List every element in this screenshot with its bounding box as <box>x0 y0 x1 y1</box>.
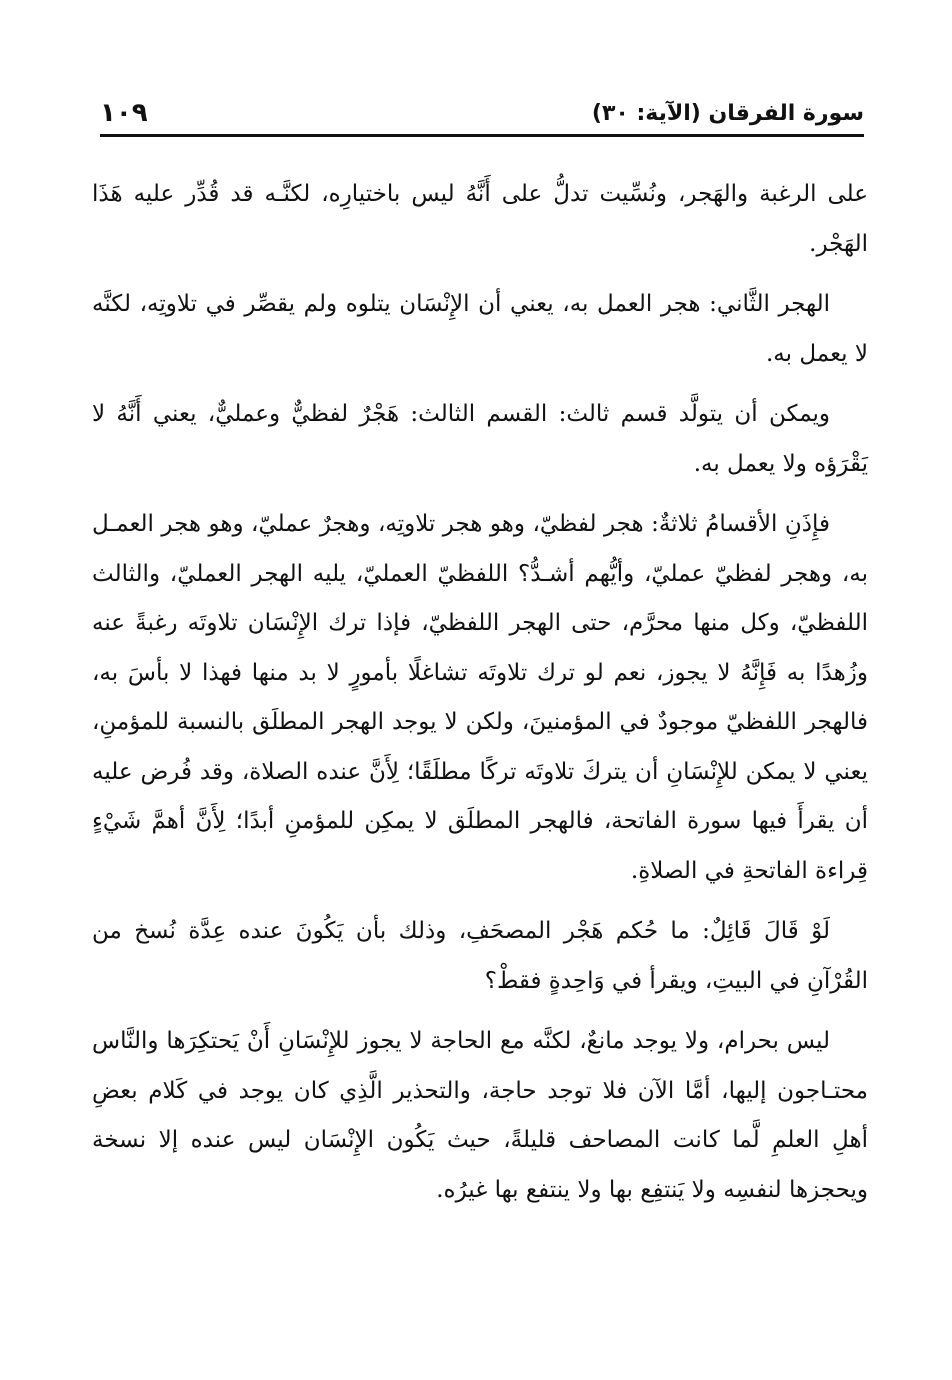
paragraph-6: ليس بحرام، ولا يوجد مانعٌ، لكنَّه مع الحاجة لا يجوز للإِنْسَانِ أَنْ يَحتكِرَها والنَّاس محتـاجون إليها، أمَّا الآن فلا توجد حاجة، والتحذير الَّذِي كان يوجد في كَلام بعضِ أهلِ العلمِ لَّما كانت المصاحف قليلةً، حيث يَكُون الإِنْسَان ليس عنده إلا نسخة ويحجزها لنفسِه ولا يَنتفِع بها ولا ينتفع بها غيرُه. <box>92 1028 868 1203</box>
paragraph-5: لَوْ قَالَ قَائِلٌ: ما حُكم هَجْر المصحَفِ، وذلك بأن يَكُونَ عنده عِدَّة نُسخ من القُرْآنِ في البيتِ، ويقرأ في وَاحِدةٍ فقطْ؟ <box>92 918 868 994</box>
running-header-title: سورة الفرقان (الآية: ٣٠) <box>591 101 864 126</box>
paragraph-2: الهجر الثَّاني: هجر العمل به، يعني أن الإِنْسَان يتلوه ولم يقصِّر في تلاوتِه، لكنَّه لا يعمل به. <box>92 291 868 367</box>
page-number: ١٠٩ <box>100 98 148 128</box>
paragraph-3: ويمكن أن يتولَّد قسم ثالث: القسم الثالث: هَجْرٌ لفظيٌّ وعمليٌّ، يعني أَنَّهُ لا يَقْرَؤه ولا يعمل به. <box>92 401 868 477</box>
header-divider <box>100 134 864 137</box>
page-header <box>100 92 864 132</box>
body-text <box>92 170 868 1226</box>
paragraph-1: على الرغبة والهَجر، ونُسِّيت تدلُّ على أَنَّهُ ليس باختيارِه، لكنَّـه قد قُدِّر عليه هَذَا الهَجْر. <box>92 181 868 257</box>
paragraph-4: فإِذَنِ الأقسامُ ثلاثةٌ: هجر لفظيّ، وهو هجر تلاوتِه، وهجرٌ عمليّ، وهو هجر العمـل به، وهجر لفظيّ عمليّ، وأيُّهم أشـدُّ؟ اللفظيّ العمليّ، يليه الهجر العمليّ، والثالث اللفظيّ، وكل منها محرَّم، حتى الهجر اللفظيّ، فإذا ترك الإِنْسَان تلاوتَه رغبةً عنه وزُهدًا به فَإِنَّهُ لا يجوز، نعم لو ترك تلاوتَه تشاغلًا بأمورٍ لا بد منها فهذا لا بأسَ به، فالهجر اللفظيّ موجودٌ في المؤمنينَ، ولكن لا يوجد الهجر المطلَق بالنسبة للمؤمنِ، يعني لا يمكن للإِنْسَانِ أن يتركَ تلاوتَه تركًا مطلَقًا؛ لِأَنَّ عنده الصلاة، وقد فُرض عليه أن يقرأَ فيها سورة الفاتحة، فالهجر المطلَق لا يمكِن للمؤمنِ أبدًا؛ لِأَنَّ أهمَّ شَيْءٍ قِراءة الفاتحةِ في الصلاةِ. <box>92 511 869 884</box>
